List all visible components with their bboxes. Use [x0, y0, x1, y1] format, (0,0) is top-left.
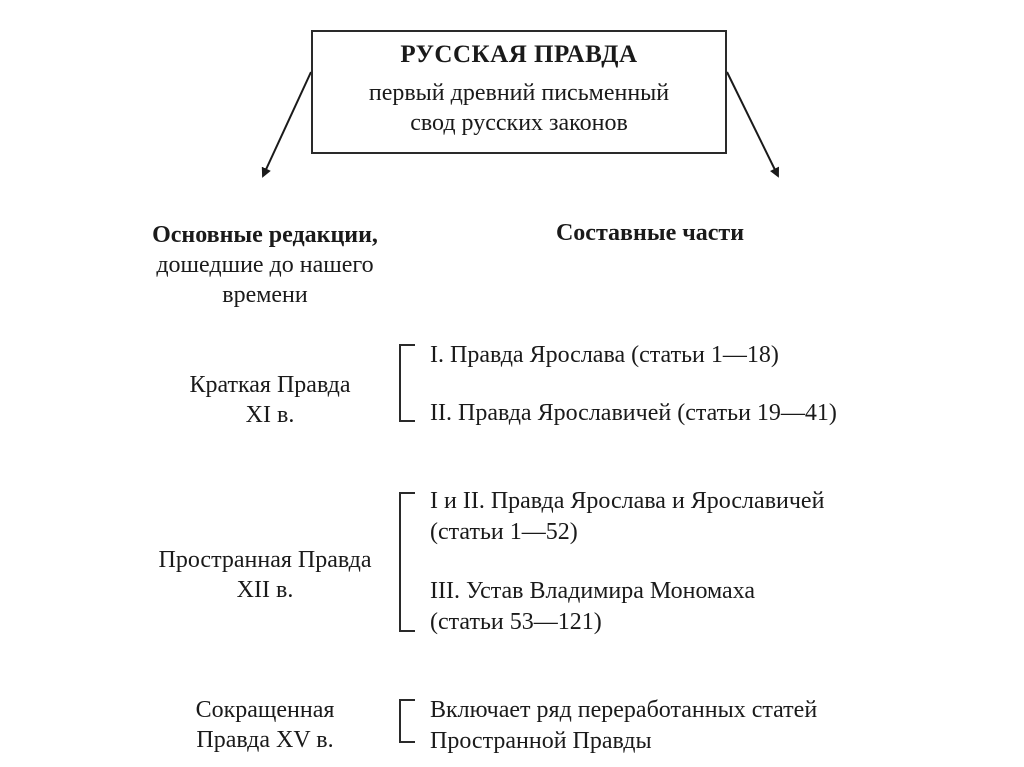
arrow-left — [263, 72, 311, 176]
part-extended-1a: I и II. Правда Ярослава и Ярославичей — [430, 488, 825, 514]
bracket-abridged — [399, 699, 415, 743]
part-extended-2a: III. Устав Владимира Мономаха — [430, 578, 756, 604]
header-editions-line-2: дошедшие до нашего — [156, 252, 374, 278]
part-extended-2b: (статьи 53—121) — [430, 609, 602, 635]
subtitle-line-1: первый древний письменный — [368, 80, 670, 106]
part-short-1: I. Правда Ярослава (статьи 1—18) — [430, 342, 779, 368]
header-editions-line-3: времени — [222, 282, 308, 308]
bracket-extended — [399, 492, 415, 632]
edition-extended-century: XII в. — [236, 577, 294, 603]
part-extended-1b: (статьи 1—52) — [430, 519, 578, 545]
subtitle-line-2: свод русских законов — [410, 110, 628, 136]
edition-extended-name: Пространная Правда — [158, 547, 372, 573]
part-short-2: II. Правда Ярославичей (статьи 19—41) — [430, 400, 837, 426]
header-parts: Составные части — [555, 220, 745, 246]
header-editions — [120, 220, 410, 310]
edition-short-name: Краткая Правда — [189, 372, 351, 398]
bracket-short — [399, 344, 415, 422]
edition-abridged — [140, 695, 390, 755]
edition-extended — [125, 545, 405, 605]
edition-short — [140, 370, 400, 430]
edition-short-century: XI в. — [245, 402, 295, 428]
title: РУССКАЯ ПРАВДА — [400, 41, 638, 68]
edition-abridged-century: Правда XV в. — [196, 727, 334, 753]
header-editions-line-1: Основные редакции, — [152, 222, 378, 248]
part-abridged-2: Пространной Правды — [430, 728, 652, 754]
title-box — [311, 30, 727, 154]
arrow-right — [727, 72, 778, 176]
part-abridged-1: Включает ряд переработанных статей — [430, 697, 818, 723]
edition-abridged-name: Сокращенная — [195, 697, 335, 723]
